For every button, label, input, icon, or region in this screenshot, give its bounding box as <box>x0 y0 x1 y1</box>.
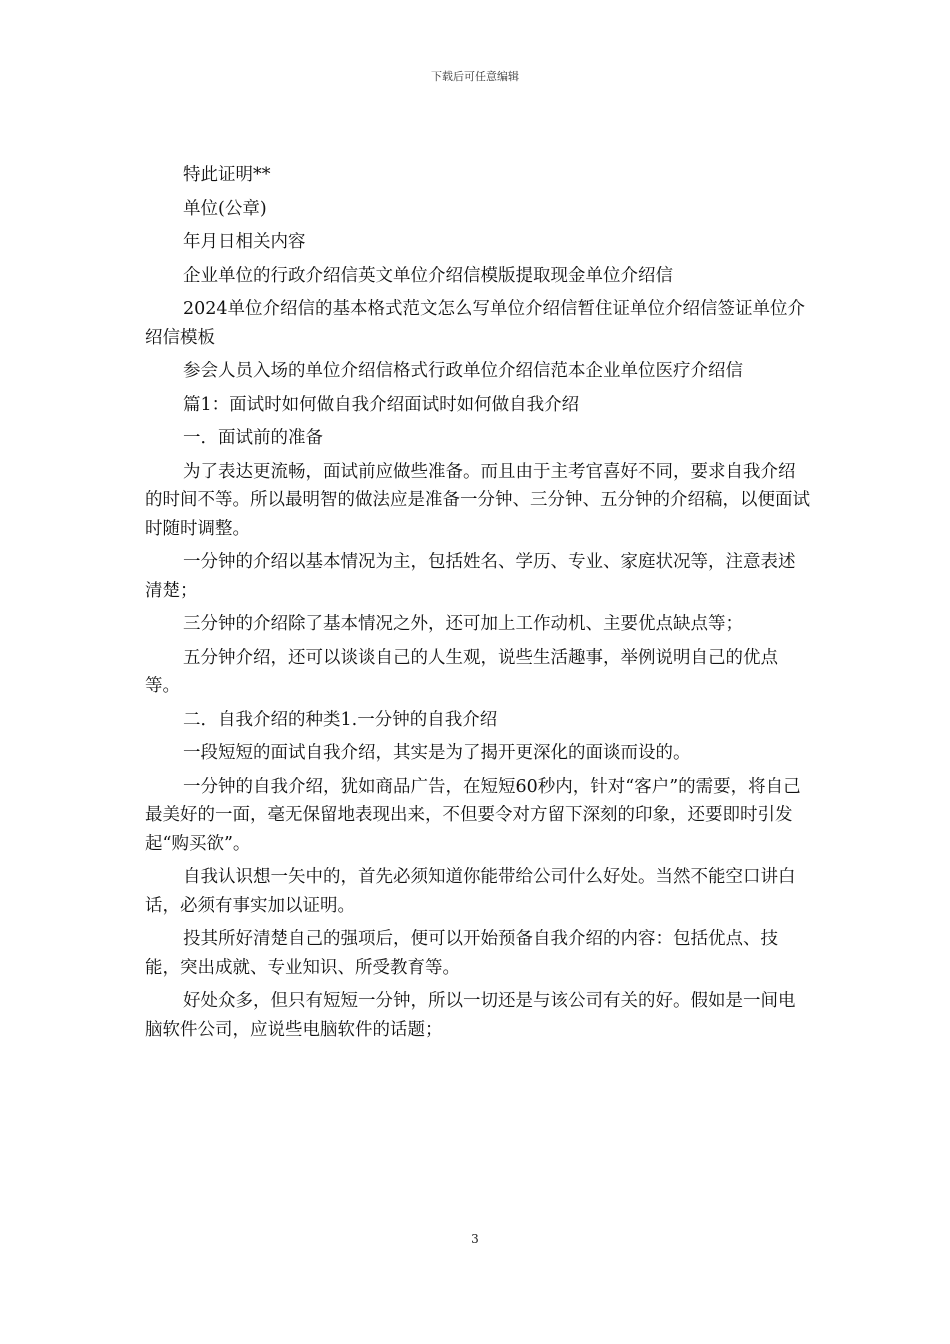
paragraph: 投其所好清楚自己的强项后，便可以开始预备自我介绍的内容：包括优点、技能，突出成就、专业知识、所受教育等。 <box>145 929 778 978</box>
paragraph: 一段短短的面试自我介绍，其实是为了揭开更深化的面谈而设的。 <box>183 743 691 763</box>
paragraph: 一分钟的介绍以基本情况为主，包括姓名、学历、专业、家庭状况等，注意表述清楚； <box>145 552 796 601</box>
page-number: 3 <box>471 1232 479 1246</box>
paragraph: 一分钟的自我介绍，犹如商品广告，在短短60秒内，针对“客户”的需要，将自己最美好的一面，毫无保留地表现出来，不但要令对方留下深刻的印象，还要即时引发起“购买欲”。 <box>145 776 801 854</box>
section-heading: 一．面试前的准备 <box>183 428 323 448</box>
paragraph: 三分钟的介绍除了基本情况之外，还可加上工作动机、主要优点缺点等； <box>183 614 743 634</box>
page-header: 下载后可任意编辑 <box>431 70 519 83</box>
paragraph: 篇1：面试时如何做自我介绍面试时如何做自我介绍 <box>183 394 580 415</box>
paragraph: 企业单位的行政介绍信英文单位介绍信模版提取现金单位介绍信 <box>183 265 673 286</box>
section-heading: 二．自我介绍的种类1.一分钟的自我介绍 <box>183 709 498 730</box>
paragraph: 为了表达更流畅，面试前应做些准备。而且由于主考官喜好不同，要求自我介绍的时间不等。所以最明智的做法应是准备一分钟、三分钟、五分钟的介绍稿，以便面试时随时调整。 <box>145 461 810 539</box>
paragraph: 单位(公章) <box>183 198 267 219</box>
document-body <box>145 161 810 1049</box>
paragraph: 自我认识想一矢中的，首先必须知道你能带给公司什么好处。当然不能空口讲白话，必须有事实加以证明。 <box>145 867 796 916</box>
paragraph: 年月日相关内容 <box>183 232 306 252</box>
paragraph: 特此证明** <box>183 165 271 185</box>
paragraph: 2024单位介绍信的基本格式范文怎么写单位介绍信暂住证单位介绍信签证单位介绍信模板 <box>145 299 806 348</box>
paragraph: 好处众多，但只有短短一分钟，所以一切还是与该公司有关的好。假如是一间电脑软件公司，应说些电脑软件的话题； <box>145 991 796 1040</box>
paragraph: 参会人员入场的单位介绍信格式行政单位介绍信范本企业单位医疗介绍信 <box>183 361 743 381</box>
paragraph: 五分钟介绍，还可以谈谈自己的人生观，说些生活趣事，举例说明自己的优点等。 <box>145 647 778 696</box>
